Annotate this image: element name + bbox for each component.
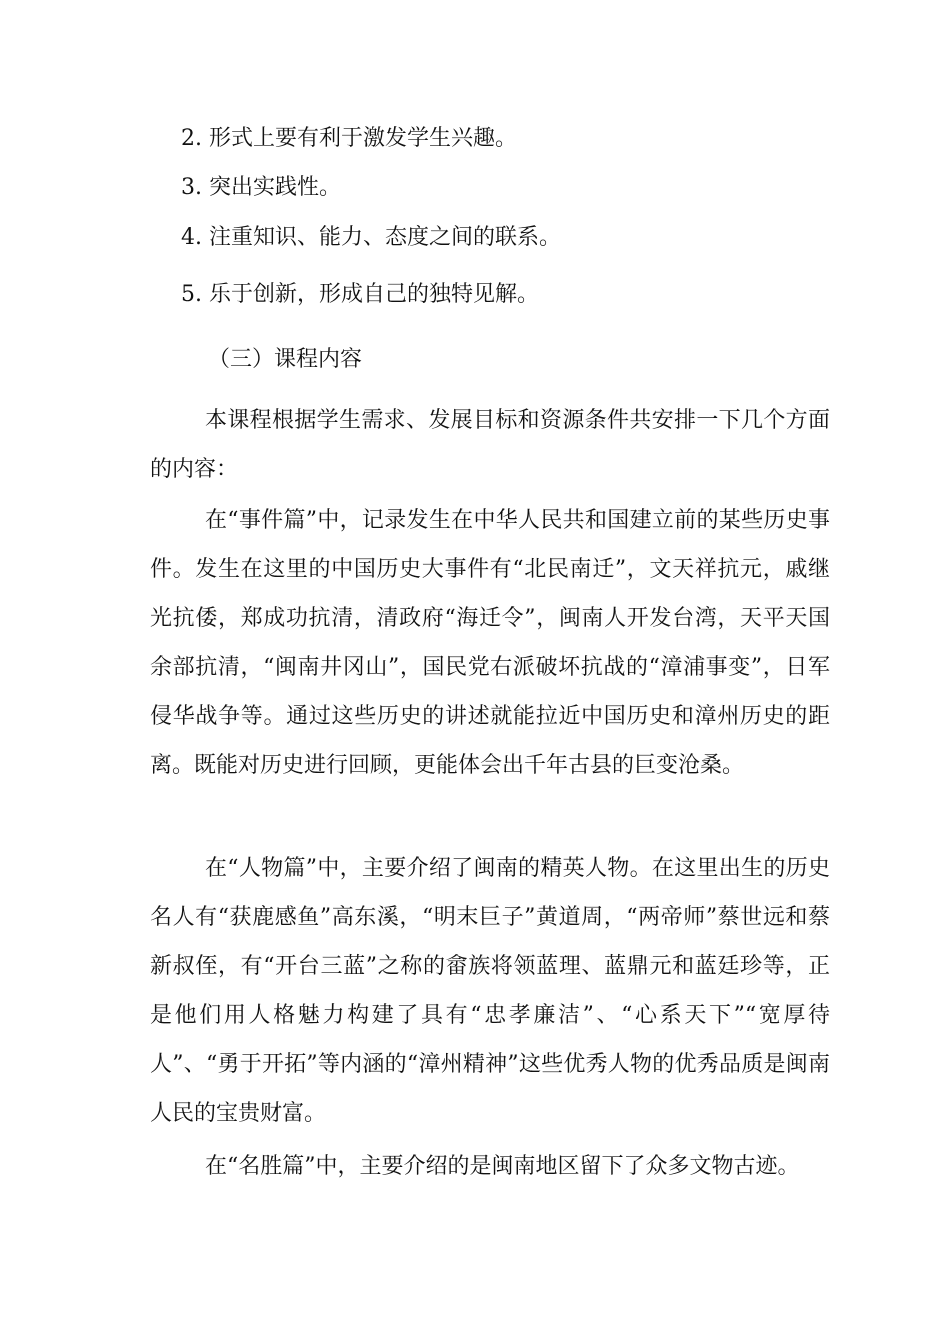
list-item-3: 3. 突出实践性。 [181, 175, 341, 200]
list-item-4: 4. 注重知识、能力、态度之间的联系。 [181, 225, 561, 250]
paragraph-events: 在“事件篇”中，记录发生在中华人民共和国建立前的某些历史事件。发生在这里的中国历史大事件有“北民南迁”，文天祥抗元，戚继光抗倭，郑成功抗清，清政府“海迁令”，闽南人开发台湾，天平天国余部抗清，“闽南井冈山”，国民党右派破坏抗战的“漳浦事变”，日军侵华战争等。通过这些历史的讲述就能拉近中国历史和漳州历史的距离。既能对历史进行回顾，更能体会出千年古县的巨变沧桑。 [150, 508, 830, 778]
paragraph-people: 在“人物篇”中，主要介绍了闽南的精英人物。在这里出生的历史名人有“获鹿感鱼”高东溪，“明末巨子”黄道周，“两帝师”蔡世远和蔡新叔侄，有“开台三蓝”之称的畲族将领蓝理、蓝鼎元和蓝廷珍等，正是他们用人格魅力构建了具有“忠孝廉洁”、“心系天下”“宽厚待人”、“勇于开拓”等内涵的“漳州精神”这些优秀人物的优秀品质是闽南人民的宝贵财富。 [150, 856, 830, 1126]
list-item-5: 5. 乐于创新，形成自己的独特见解。 [181, 282, 539, 307]
paragraph-intro: 本课程根据学生需求、发展目标和资源条件共安排一下几个方面的内容： [150, 408, 830, 482]
section-heading: （三）课程内容 [208, 347, 363, 372]
paragraph-sites: 在“名胜篇”中，主要介绍的是闽南地区留下了众多文物古迹。 [205, 1154, 800, 1179]
list-item-2: 2. 形式上要有利于激发学生兴趣。 [181, 126, 517, 151]
